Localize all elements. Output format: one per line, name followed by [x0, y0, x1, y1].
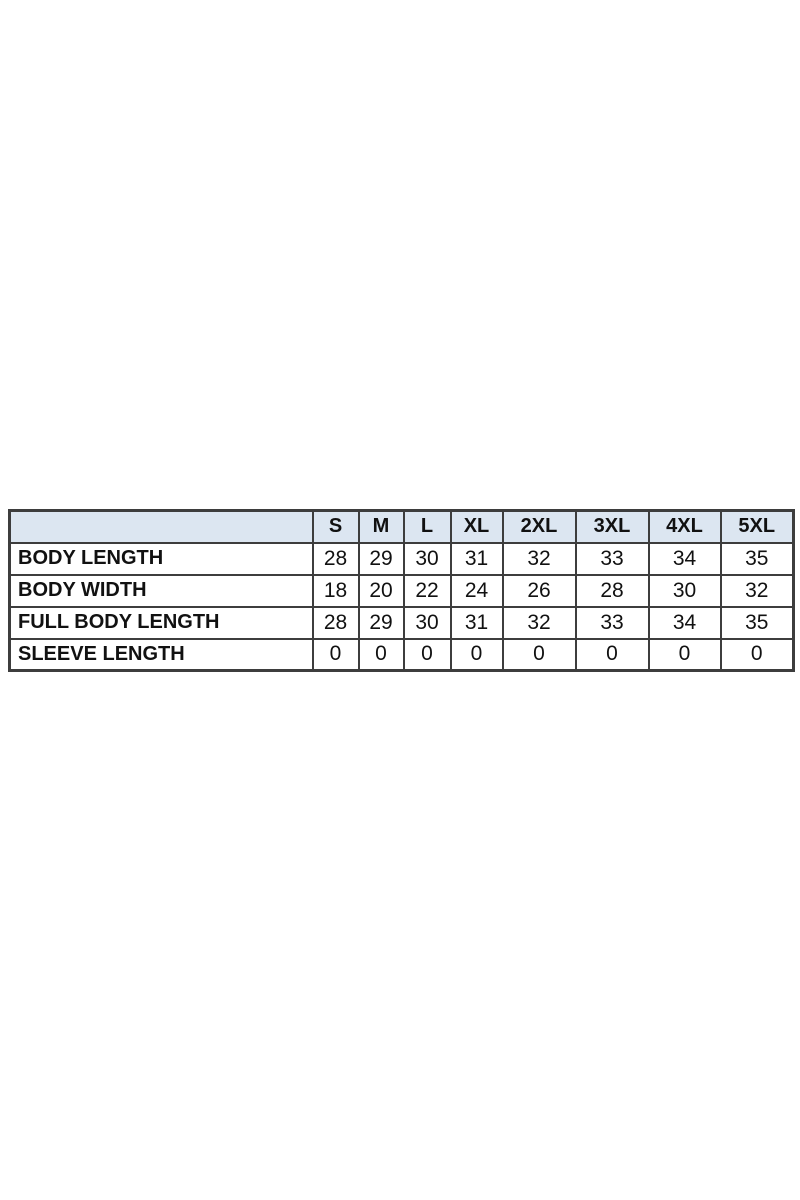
size-column-header-5xl: 5XL [721, 511, 794, 543]
size-value-cell: 33 [576, 543, 649, 575]
size-column-header-xl: XL [451, 511, 503, 543]
size-value-cell: 28 [576, 575, 649, 607]
table-row-sleeve-length [10, 639, 794, 671]
corner-cell [10, 511, 313, 543]
size-value-cell: 20 [359, 575, 404, 607]
size-value-cell: 32 [503, 543, 576, 575]
size-value-cell: 35 [721, 607, 794, 639]
size-value-cell: 22 [404, 575, 451, 607]
size-value-cell: 0 [721, 639, 794, 671]
size-value-cell: 34 [649, 543, 721, 575]
row-label-body-length: BODY LENGTH [10, 543, 313, 575]
size-value-cell: 0 [313, 639, 359, 671]
size-column-header-4xl: 4XL [649, 511, 721, 543]
size-value-cell: 33 [576, 607, 649, 639]
row-label-sleeve-length: SLEEVE LENGTH [10, 639, 313, 671]
size-value-cell: 30 [404, 543, 451, 575]
table-row-full-body-length [10, 607, 794, 639]
size-value-cell: 32 [721, 575, 794, 607]
size-value-cell: 30 [404, 607, 451, 639]
size-chart [8, 509, 792, 672]
size-value-cell: 0 [404, 639, 451, 671]
size-value-cell: 32 [503, 607, 576, 639]
size-value-cell: 29 [359, 543, 404, 575]
row-label-full-body-length: FULL BODY LENGTH [10, 607, 313, 639]
size-value-cell: 35 [721, 543, 794, 575]
size-value-cell: 34 [649, 607, 721, 639]
size-value-cell: 28 [313, 543, 359, 575]
size-value-cell: 31 [451, 543, 503, 575]
row-label-body-width: BODY WIDTH [10, 575, 313, 607]
size-column-header-l: L [404, 511, 451, 543]
size-value-cell: 0 [503, 639, 576, 671]
size-value-cell: 0 [649, 639, 721, 671]
size-value-cell: 18 [313, 575, 359, 607]
size-column-header-3xl: 3XL [576, 511, 649, 543]
size-value-cell: 0 [576, 639, 649, 671]
size-value-cell: 26 [503, 575, 576, 607]
header-row [10, 511, 794, 543]
size-chart-table [8, 509, 795, 672]
size-value-cell: 30 [649, 575, 721, 607]
table-row-body-length [10, 543, 794, 575]
size-value-cell: 0 [359, 639, 404, 671]
size-value-cell: 28 [313, 607, 359, 639]
table-row-body-width [10, 575, 794, 607]
size-value-cell: 31 [451, 607, 503, 639]
size-column-header-m: M [359, 511, 404, 543]
size-value-cell: 24 [451, 575, 503, 607]
size-column-header-s: S [313, 511, 359, 543]
size-value-cell: 29 [359, 607, 404, 639]
size-column-header-2xl: 2XL [503, 511, 576, 543]
size-value-cell: 0 [451, 639, 503, 671]
